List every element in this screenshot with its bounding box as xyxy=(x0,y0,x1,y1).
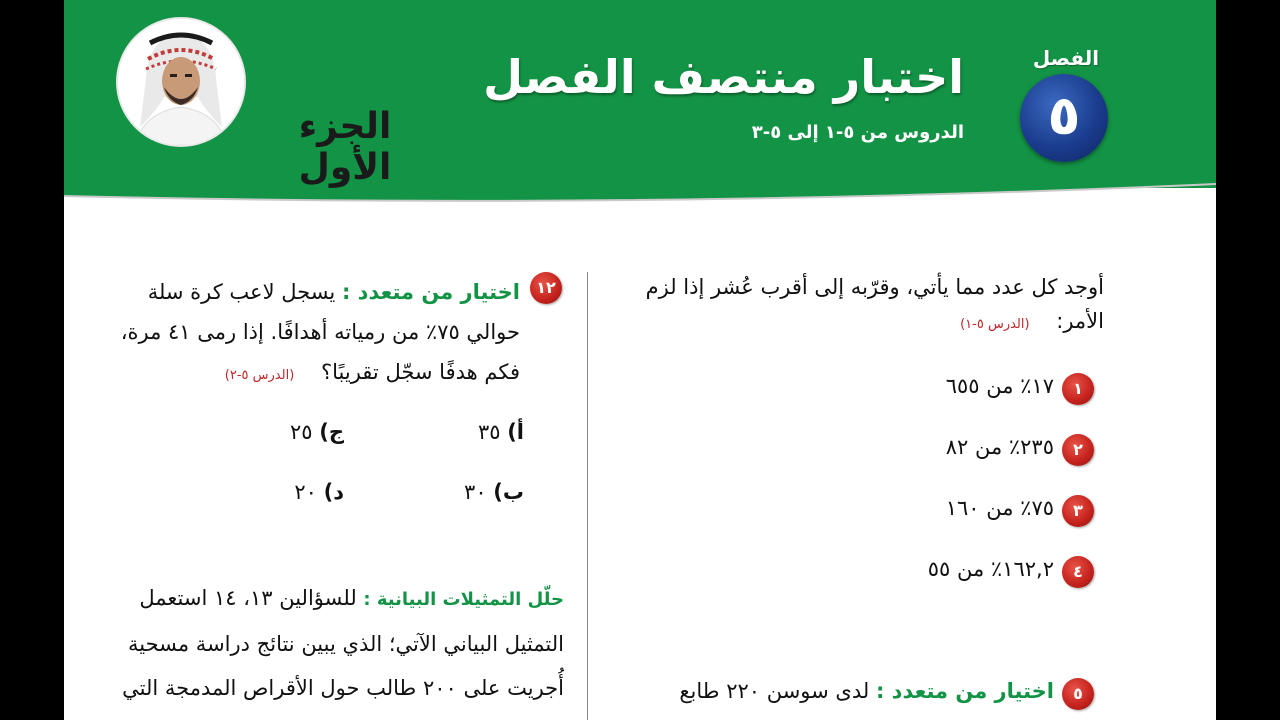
page-title: اختبار منتصف الفصل xyxy=(483,50,964,104)
problem-number-badge: ١ xyxy=(1062,373,1094,405)
textbook-page xyxy=(64,0,1216,720)
chapter-badge xyxy=(1020,74,1108,162)
presenter-avatar xyxy=(116,17,246,147)
question-12 xyxy=(104,272,520,396)
choice-d[interactable] xyxy=(244,480,344,504)
choice-a[interactable] xyxy=(424,420,524,444)
problem-5-text xyxy=(624,679,1054,703)
choice-label: د) xyxy=(323,480,344,504)
instructions-line-2 xyxy=(624,304,1104,342)
choice-label: ب) xyxy=(493,480,524,504)
graph-analysis-label: حلّل التمثيلات البيانية : xyxy=(363,589,564,610)
question-12-line-1 xyxy=(104,272,520,312)
instructions-ama: الأمر: xyxy=(1056,309,1104,333)
problem-number-badge: ٥ xyxy=(1062,678,1094,710)
choice-value: ٣٠ xyxy=(464,480,487,504)
choice-value: ٣٥ xyxy=(477,420,501,444)
multiple-choice-label: اختيار من متعدد : xyxy=(341,280,520,304)
problem-5-body: لدى سوسن ٢٢٠ طابع xyxy=(679,679,870,703)
multiple-choice-label: اختيار من متعدد : xyxy=(875,679,1054,703)
choice-label: ج) xyxy=(319,420,344,444)
banner-curve xyxy=(64,176,1216,206)
chapter-label: الفصل xyxy=(1032,46,1100,70)
part-title: الجزء الأول xyxy=(298,106,392,188)
problem-text: ٧٥٪ من ١٦٠ xyxy=(945,496,1054,520)
graph-line-2: التمثيل البياني الآتي؛ الذي يبين نتائج دراسة مسحية xyxy=(128,632,564,656)
graph-line-3: أُجريت على ٢٠٠ طالب حول الأقراص المدمجة التي xyxy=(122,676,564,700)
choice-label: أ) xyxy=(507,420,524,444)
problem-text: ١٦٢,٢٪ من ٥٥ xyxy=(927,557,1054,581)
choice-b[interactable] xyxy=(424,480,524,504)
chapter-number: ٥ xyxy=(1047,84,1081,147)
problem-number-badge: ٢ xyxy=(1062,434,1094,466)
choice-c[interactable] xyxy=(244,420,344,444)
graph-line-1 xyxy=(70,576,564,622)
problem-number-badge: ١٢ xyxy=(530,272,562,304)
lesson-reference: (الدرس ٥-٢) xyxy=(224,368,295,383)
instructions-text xyxy=(624,270,1104,342)
graph-analysis-text xyxy=(70,576,564,710)
choice-value: ٢٠ xyxy=(294,480,317,504)
problem-text: ١٧٪ من ٦٥٥ xyxy=(945,374,1054,398)
problem-number-badge: ٤ xyxy=(1062,556,1094,588)
problem-number-badge: ٣ xyxy=(1062,495,1094,527)
choice-value: ٢٥ xyxy=(290,420,313,444)
lesson-reference: (الدرس ٥-١) xyxy=(960,317,1030,332)
column-divider xyxy=(587,272,588,720)
question-12-line-2: حوالي ٧٥٪ من رمياته أهدافًا. إذا رمى ٤١ مرة، xyxy=(120,320,520,344)
graph-text: للسؤالين ١٣، ١٤ استعمل xyxy=(139,586,357,610)
problem-text: ٢٣٥٪ من ٨٢ xyxy=(945,435,1054,459)
question-12-text: يسجل لاعب كرة سلة xyxy=(147,280,336,304)
instructions-line-1: أوجد كل عدد مما يأتي، وقرّبه إلى أقرب عُشر إذا لزم xyxy=(645,275,1104,299)
question-12-line-3 xyxy=(104,352,520,396)
lessons-range: الدروس من ٥-١ إلى ٥-٣ xyxy=(751,122,964,143)
question-12-text: فكم هدفًا سجّل تقريبًا؟ xyxy=(320,360,520,384)
